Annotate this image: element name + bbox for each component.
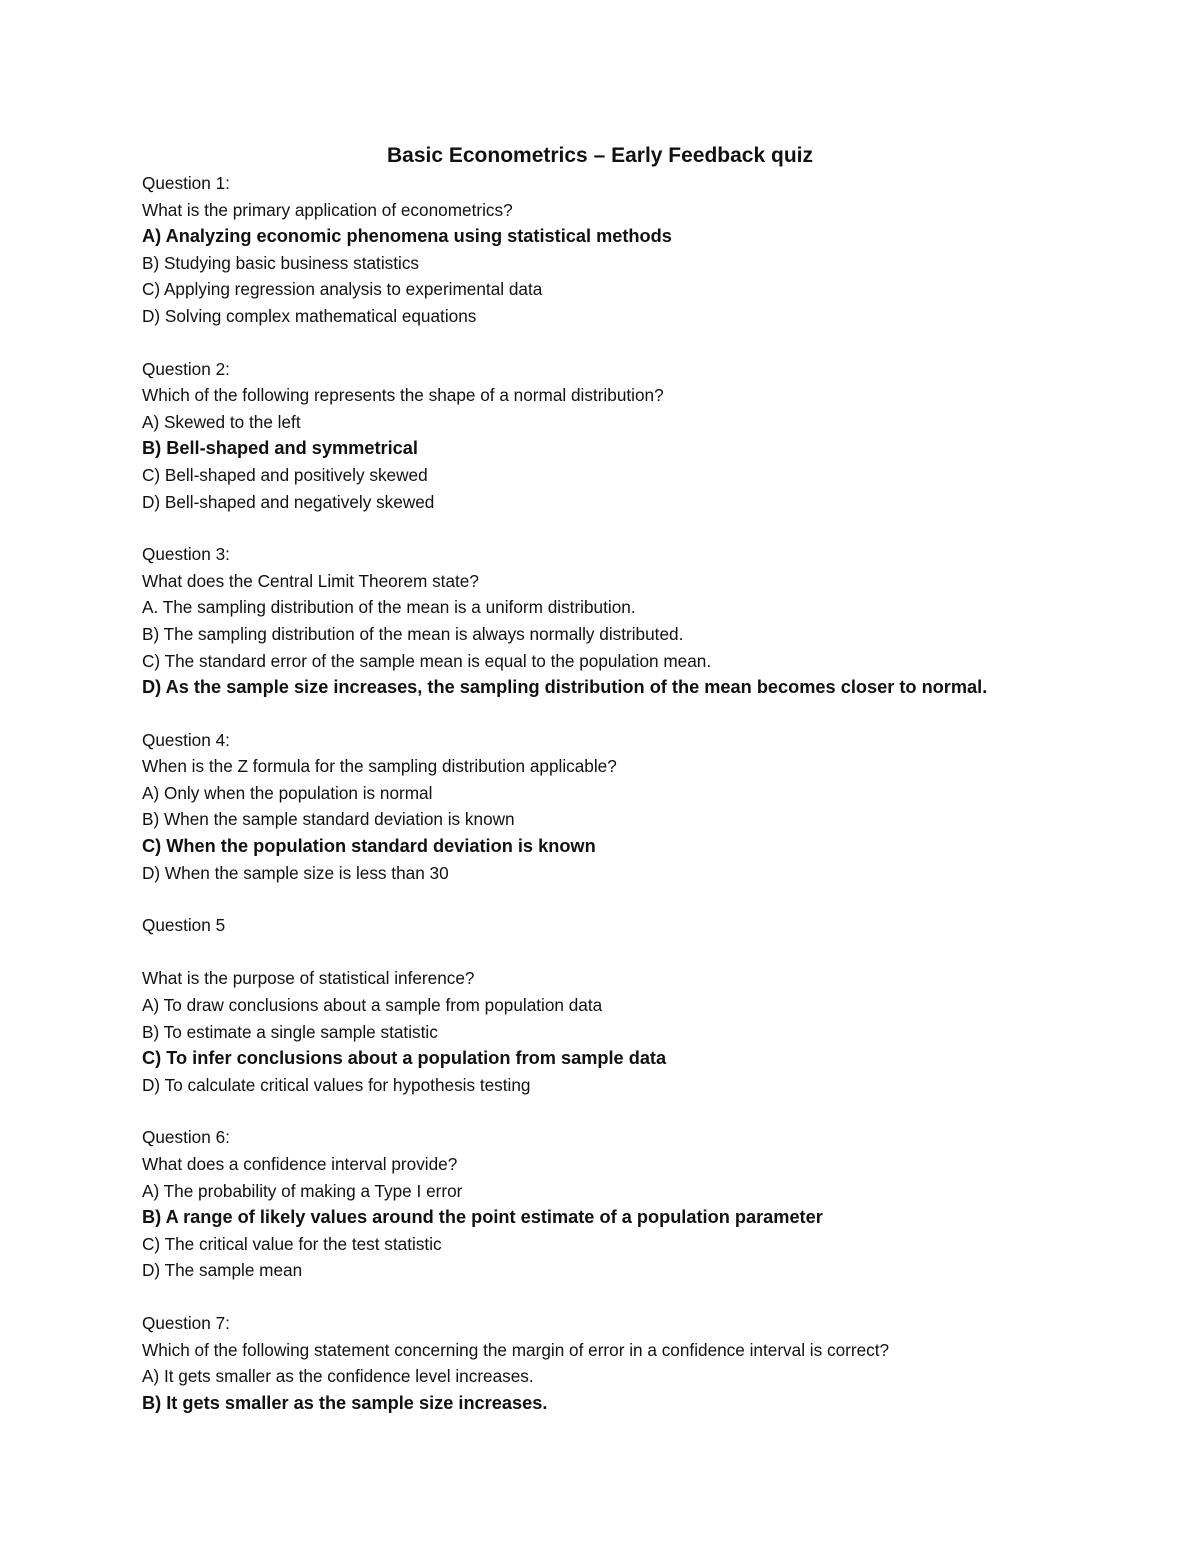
answer-option-correct: C) When the population standard deviation is known (142, 836, 596, 857)
answer-option: C) Bell-shaped and positively skewed (142, 464, 428, 485)
answer-option: A) The probability of making a Type I error (142, 1180, 463, 1201)
question-text: Which of the following statement concerning the margin of error in a confidence interval is correct? (142, 1339, 890, 1360)
question-text: What is the purpose of statistical inference? (142, 968, 475, 989)
answer-option: A) Only when the population is normal (142, 782, 433, 803)
blank-line (142, 939, 1122, 966)
question-label: Question 1: (142, 173, 230, 193)
answer-option: B) Studying basic business statistics (142, 252, 420, 273)
question-2 (142, 356, 1122, 516)
question-label: Question 2: (142, 358, 230, 379)
question-label: Question 4: (142, 729, 230, 750)
answer-option: C) Applying regression analysis to experimental data (142, 279, 543, 300)
answer-option: B) The sampling distribution of the mean is always normally distributed. (142, 623, 684, 644)
question-label: Question 7: (142, 1312, 230, 1333)
answer-option: C) The standard error of the sample mean is equal to the population mean. (142, 650, 712, 671)
answer-option: A) It gets smaller as the confidence level increases. (142, 1366, 534, 1387)
answer-option: A) To draw conclusions about a sample from population data (142, 995, 603, 1016)
answer-option-correct: A) Analyzing economic phenomena using statistical methods (142, 226, 672, 247)
answer-option: B) To estimate a single sample statistic (142, 1021, 438, 1042)
answer-option-correct: B) Bell-shaped and symmetrical (142, 438, 418, 459)
answer-option-correct: B) It gets smaller as the sample size increases. (142, 1392, 548, 1413)
answer-option: D) The sample mean (142, 1260, 303, 1281)
question-label: Question 5 (142, 915, 226, 936)
document-title: Basic Econometrics – Early Feedback quiz (386, 144, 813, 167)
answer-option: D) Solving complex mathematical equations (142, 305, 477, 326)
answer-option: A) Skewed to the left (142, 411, 301, 432)
answer-option: B) When the sample standard deviation is known (142, 809, 515, 830)
quiz-content (142, 170, 1122, 1442)
answer-option-correct: B) A range of likely values around the point estimate of a population parameter (142, 1207, 823, 1228)
answer-option-correct: C) To infer conclusions about a population from sample data (142, 1048, 667, 1069)
answer-option: D) Bell-shaped and negatively skewed (142, 491, 435, 512)
question-label: Question 3: (142, 544, 230, 565)
question-5 (142, 912, 1122, 1098)
question-text: What is the primary application of econometrics? (142, 199, 513, 220)
question-label: Question 6: (142, 1127, 230, 1148)
question-text: What does the Central Limit Theorem state? (142, 570, 479, 591)
question-6 (142, 1124, 1122, 1284)
answer-option: D) When the sample size is less than 30 (142, 862, 449, 883)
question-text: What does a confidence interval provide? (142, 1154, 458, 1174)
question-text: Which of the following represents the shape of a normal distribution? (142, 385, 664, 406)
answer-option: C) The critical value for the test statistic (142, 1233, 442, 1254)
question-1 (142, 170, 1122, 330)
question-3 (142, 541, 1122, 701)
question-7 (142, 1310, 1122, 1416)
answer-option: D) To calculate critical values for hypothesis testing (142, 1074, 531, 1095)
question-text: When is the Z formula for the sampling distribution applicable? (142, 756, 617, 777)
answer-option: A. The sampling distribution of the mean is a uniform distribution. (142, 597, 636, 618)
question-4 (142, 727, 1122, 887)
answer-option-correct: D) As the sample size increases, the sampling distribution of the mean becomes closer to normal. (142, 677, 988, 698)
